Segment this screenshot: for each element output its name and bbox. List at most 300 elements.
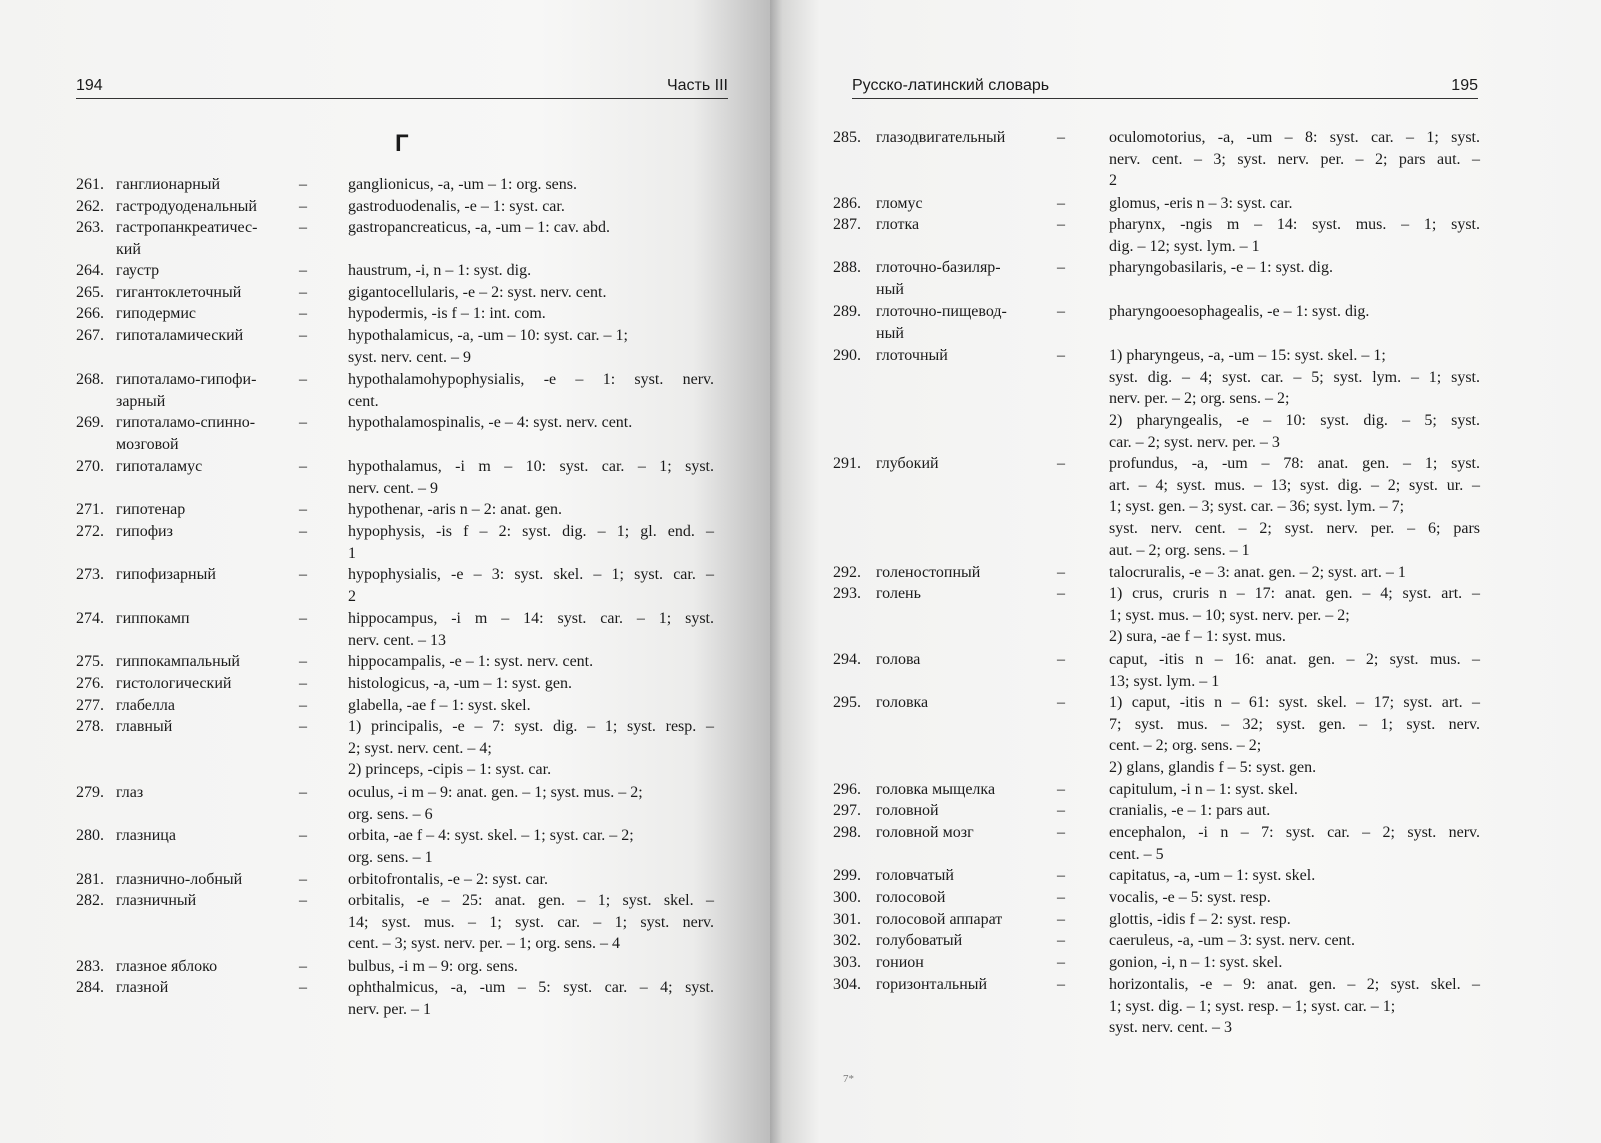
entry-dash: – — [1057, 954, 1065, 971]
term-line: головчатый — [876, 867, 954, 884]
entry-dash: – — [299, 327, 307, 344]
definition-line: 1) caput, -itis n – 61: syst. skel. – 17; syst. art. – — [1109, 694, 1480, 711]
definition-line: gonion, -i, n – 1: syst. skel. — [1109, 954, 1283, 971]
definition-line: nerv. per. – 2; org. sens. – 2; — [1109, 390, 1290, 408]
entry-number: 277. — [76, 697, 104, 714]
term-line: голова — [876, 651, 921, 668]
entry-number: 275. — [76, 653, 104, 670]
entry-term — [876, 127, 1066, 149]
entry-dash: – — [1057, 781, 1065, 798]
definition-line: haustrum, -i, n – 1: syst. dig. — [348, 262, 532, 279]
definition-line: 2) pharyngealis, -e – 10: syst. dig. – 5; syst. — [1109, 412, 1480, 430]
entry-number: 270. — [76, 458, 104, 475]
entry-definition — [348, 456, 714, 499]
entry-number: 268. — [76, 371, 104, 388]
definition-line: ganglionicus, -a, -um – 1: org. sens. — [348, 176, 578, 193]
term-line: глоточно-базиляр- — [876, 259, 1001, 276]
entry-number: 262. — [76, 198, 104, 215]
entry-number: 269. — [76, 414, 104, 431]
definition-line: ophthalmicus, -a, -um – 5: syst. car. – 4; syst. — [348, 979, 714, 996]
entry-number: 283. — [76, 958, 104, 975]
entry-definition — [348, 499, 714, 521]
term-line: глаз — [116, 784, 144, 801]
entry-number: 303. — [833, 954, 861, 971]
entry-definition — [1109, 193, 1480, 215]
entry-dash: – — [299, 305, 307, 322]
running-title-left: Часть III — [666, 77, 728, 94]
entry-term — [876, 865, 1066, 887]
definition-line: hypothalamohypophysialis, -e – 1: syst. nerv. — [348, 371, 714, 388]
definition-line: gastropancreaticus, -a, -um – 1: cav. abd. — [348, 219, 610, 236]
term-line: гипофизарный — [116, 566, 216, 583]
entry-number: 267. — [76, 327, 104, 344]
entry-definition — [348, 325, 714, 368]
entry-term — [116, 608, 316, 630]
entry-number: 263. — [76, 219, 104, 236]
term-line: глазница — [116, 827, 176, 844]
term-line: глотка — [876, 216, 920, 233]
definition-line: encephalon, -i n – 7: syst. car. – 2; syst. nerv. — [1109, 824, 1480, 841]
entry-definition — [348, 608, 714, 651]
definition-line: gastroduodenalis, -e – 1: syst. car. — [348, 198, 565, 215]
term-line: гигантоклеточный — [116, 284, 242, 301]
term-line: головной — [876, 802, 939, 819]
entry-definition — [348, 977, 714, 1020]
entry-definition — [1109, 345, 1480, 454]
entry-definition — [348, 412, 714, 434]
definition-line: org. sens. – 6 — [348, 805, 433, 823]
definition-line: orbitofrontalis, -e – 2: syst. car. — [348, 871, 548, 888]
definition-line: 1) pharyngeus, -a, -um – 15: syst. skel. – 1; — [1109, 347, 1386, 364]
definition-line: pharyngobasilaris, -e – 1: syst. dig. — [1109, 259, 1333, 276]
entry-number: 291. — [833, 455, 861, 472]
entry-term — [876, 453, 1066, 475]
entry-number: 287. — [833, 216, 861, 233]
entry-term — [116, 825, 316, 847]
entry-dash: – — [1057, 195, 1065, 212]
entry-term — [116, 521, 316, 543]
definition-line: hypodermis, -is f – 1: int. com. — [348, 305, 546, 322]
term-line: горизонтальный — [876, 976, 988, 993]
entry-definition — [1109, 779, 1480, 801]
entry-dash: – — [299, 262, 307, 279]
entry-dash: – — [299, 458, 307, 475]
entry-dash: – — [1057, 802, 1065, 819]
entry-definition — [1109, 974, 1480, 1039]
entry-term — [116, 412, 316, 455]
term-line: головка — [876, 694, 929, 711]
entry-term — [116, 217, 316, 260]
entry-term — [876, 562, 1066, 584]
entry-number: 295. — [833, 694, 861, 711]
entry-number: 285. — [833, 129, 861, 146]
entry-definition — [348, 174, 714, 196]
entry-definition — [348, 890, 714, 955]
entry-dash: – — [299, 958, 307, 975]
term-line: голень — [876, 585, 921, 602]
entry-list-left — [0, 0, 770, 1143]
term-line: главный — [116, 718, 173, 735]
term-line: гипоталамо-спинно- — [116, 414, 256, 431]
definition-line: capitatus, -a, -um – 1: syst. skel. — [1109, 867, 1316, 884]
definition-line: vocalis, -e – 5: syst. resp. — [1109, 889, 1271, 906]
definition-line: caput, -itis n – 16: anat. gen. – 2; syst. mus. – — [1109, 651, 1480, 668]
entry-dash: – — [1057, 564, 1065, 581]
definition-line: bulbus, -i m – 9: org. sens. — [348, 958, 518, 975]
entry-dash: – — [299, 414, 307, 431]
term-line: ный — [876, 324, 904, 342]
entry-term — [876, 909, 1066, 931]
entry-number: 281. — [76, 871, 104, 888]
definition-line: 2; syst. nerv. cent. – 4; — [348, 739, 492, 757]
entry-term — [876, 345, 1066, 367]
term-line: глазодвигательный — [876, 129, 1006, 146]
term-line: голосовой — [876, 889, 946, 906]
entry-term — [876, 779, 1066, 801]
definition-line: orbitalis, -e – 25: anat. gen. – 1; syst. skel. – — [348, 892, 714, 909]
entry-definition — [1109, 887, 1480, 909]
definition-line: glabella, -ae f – 1: syst. skel. — [348, 697, 531, 714]
definition-line: syst. nerv. cent. – 3 — [1109, 1019, 1232, 1037]
entry-term — [876, 930, 1066, 952]
definition-line: oculus, -i m – 9: anat. gen. – 1; syst. mus. – 2; — [348, 784, 643, 801]
entry-definition — [1109, 214, 1480, 257]
definition-line: 14; syst. mus. – 1; syst. car. – 1; syst. nerv. — [348, 913, 714, 931]
entry-number: 294. — [833, 651, 861, 668]
entry-number: 279. — [76, 784, 104, 801]
entry-number: 264. — [76, 262, 104, 279]
entry-definition — [1109, 453, 1480, 562]
entry-dash: – — [299, 610, 307, 627]
entry-definition — [348, 282, 714, 304]
term-line: гонион — [876, 954, 924, 971]
entry-definition — [348, 564, 714, 607]
entry-number: 299. — [833, 867, 861, 884]
entry-definition — [348, 869, 714, 891]
entry-definition — [1109, 952, 1480, 974]
definition-line: art. – 4; syst. mus. – 13; syst. dig. – 2; syst. ur. – — [1109, 476, 1480, 494]
entry-number: 289. — [833, 303, 861, 320]
entry-term — [116, 564, 316, 586]
entry-definition — [348, 196, 714, 218]
entry-definition — [348, 716, 714, 781]
right-page — [770, 0, 1601, 1143]
entry-term — [116, 282, 316, 304]
term-line: гистологический — [116, 675, 232, 692]
definition-line: caeruleus, -a, -um – 3: syst. nerv. cent. — [1109, 932, 1355, 949]
entry-dash: – — [299, 653, 307, 670]
term-line: гипоталамус — [116, 458, 203, 475]
entry-term — [876, 692, 1066, 714]
entry-number: 278. — [76, 718, 104, 735]
definition-line: pharynx, -ngis m – 14: syst. mus. – 1; syst. — [1109, 216, 1480, 233]
entry-term — [116, 260, 316, 282]
entry-dash: – — [299, 523, 307, 540]
entry-definition — [348, 782, 714, 825]
entry-term — [116, 890, 316, 912]
definition-line: glomus, -eris n – 3: syst. car. — [1109, 195, 1293, 212]
definition-line: hypophysis, -is f – 2: syst. dig. – 1; gl. end. – — [348, 523, 714, 540]
entry-term — [116, 673, 316, 695]
definition-line: profundus, -a, -um – 78: anat. gen. – 1; syst. — [1109, 455, 1480, 472]
entry-dash: – — [1057, 303, 1065, 320]
entry-number: 300. — [833, 889, 861, 906]
entry-term — [116, 456, 316, 478]
entry-dash: – — [1057, 216, 1065, 233]
entry-definition — [1109, 692, 1480, 779]
entry-term — [876, 583, 1066, 605]
definition-line: cent. – 5 — [1109, 845, 1164, 863]
term-line: гастропанкреатичес- — [116, 219, 258, 236]
entry-number: 276. — [76, 675, 104, 692]
entry-definition — [1109, 583, 1480, 648]
definition-line: hypothenar, -aris n – 2: anat. gen. — [348, 501, 562, 518]
entry-term — [876, 887, 1066, 909]
entry-definition — [1109, 800, 1480, 822]
entry-dash: – — [1057, 651, 1065, 668]
entry-term — [116, 174, 316, 196]
entry-definition — [348, 956, 714, 978]
definition-line: car. – 2; syst. nerv. per. – 3 — [1109, 433, 1280, 451]
definition-line: hypothalamicus, -a, -um – 10: syst. car. – 1; — [348, 327, 628, 344]
entry-definition — [1109, 930, 1480, 952]
entry-dash: – — [299, 176, 307, 193]
entry-dash: – — [1057, 694, 1065, 711]
page-number-right: 195 — [1451, 77, 1478, 94]
entry-term — [116, 782, 316, 804]
term-line: гиппокамп — [116, 610, 190, 627]
entry-term — [876, 974, 1066, 996]
definition-line: aut. – 2; org. sens. – 1 — [1109, 541, 1250, 559]
entry-number: 273. — [76, 566, 104, 583]
entry-number: 301. — [833, 911, 861, 928]
term-line: кий — [116, 240, 141, 258]
term-line: голосовой аппарат — [876, 911, 1003, 928]
term-line: головной мозг — [876, 824, 974, 841]
entry-dash: – — [299, 675, 307, 692]
term-line: голеностопный — [876, 564, 981, 581]
entry-definition — [1109, 909, 1480, 931]
entry-number: 288. — [833, 259, 861, 276]
entry-term — [876, 193, 1066, 215]
entry-dash: – — [299, 979, 307, 996]
definition-line: capitulum, -i n – 1: syst. skel. — [1109, 781, 1298, 798]
entry-dash: – — [1057, 259, 1065, 276]
entry-dash: – — [299, 892, 307, 909]
entry-term — [876, 800, 1066, 822]
definition-line: hypothalamospinalis, -e – 4: syst. nerv. cent. — [348, 414, 633, 431]
entry-definition — [1109, 127, 1480, 192]
entry-number: 272. — [76, 523, 104, 540]
entry-term — [116, 716, 316, 738]
term-line: глубокий — [876, 455, 939, 472]
entry-dash: – — [299, 198, 307, 215]
term-line: зарный — [116, 392, 166, 410]
term-line: гипоталамо-гипофи- — [116, 371, 257, 388]
definition-line: gigantocellularis, -e – 2: syst. nerv. cent. — [348, 284, 607, 301]
definition-line: cent. – 2; org. sens. – 2; — [1109, 737, 1262, 755]
entry-dash: – — [1057, 585, 1065, 602]
entry-number: 261. — [76, 176, 104, 193]
term-line: головка мыщелка — [876, 781, 996, 798]
entry-definition — [348, 695, 714, 717]
entry-term — [116, 499, 316, 521]
term-line: голубоватый — [876, 932, 963, 949]
entry-number: 274. — [76, 610, 104, 627]
entry-dash: – — [1057, 347, 1065, 364]
definition-line: 2 — [1109, 172, 1117, 190]
entry-dash: – — [1057, 455, 1065, 472]
term-line: глабелла — [116, 697, 175, 714]
definition-line: 1 — [348, 544, 356, 562]
term-line: гломус — [876, 195, 923, 212]
entry-definition — [1109, 301, 1480, 323]
running-title-right: Русско-латинский словарь — [852, 77, 1050, 94]
entry-number: 293. — [833, 585, 861, 602]
entry-term — [876, 257, 1066, 300]
entry-definition — [348, 651, 714, 673]
entry-dash: – — [299, 697, 307, 714]
term-line: гастродуоденальный — [116, 198, 257, 215]
term-line: гипоталамический — [116, 327, 244, 344]
definition-line: nerv. per. – 1 — [348, 1000, 431, 1018]
definition-line: cranialis, -e – 1: pars aut. — [1109, 802, 1271, 819]
left-page — [0, 0, 770, 1143]
definition-line: hippocampus, -i m – 14: syst. car. – 1; syst. — [348, 610, 714, 627]
term-line: глазной — [116, 979, 169, 996]
definition-line: 2) glans, glandis f – 5: syst. gen. — [1109, 759, 1317, 777]
entry-dash: – — [299, 284, 307, 301]
term-line: гаустр — [116, 262, 160, 279]
term-line: гипофиз — [116, 523, 173, 540]
definition-line: nerv. cent. – 9 — [348, 479, 439, 497]
definition-line: nerv. cent. – 13 — [348, 631, 447, 649]
entry-term — [116, 369, 316, 412]
entry-number: 271. — [76, 501, 104, 518]
definition-line: syst. nerv. cent. – 9 — [348, 348, 471, 366]
entry-dash: – — [299, 219, 307, 236]
entry-term — [116, 869, 316, 891]
definition-line: 7; syst. mus. – 32; syst. gen. – 1; syst. nerv. — [1109, 715, 1480, 733]
entry-number: 282. — [76, 892, 104, 909]
definition-line: 13; syst. lym. – 1 — [1109, 672, 1220, 690]
entry-term — [876, 301, 1066, 344]
entry-dash: – — [1057, 824, 1065, 841]
entry-number: 292. — [833, 564, 861, 581]
entry-dash: – — [1057, 867, 1065, 884]
definition-line: orbita, -ae f – 4: syst. skel. – 1; syst. car. – 2; — [348, 827, 634, 844]
term-line: глоточно-пищевод- — [876, 303, 1007, 320]
entry-term — [876, 822, 1066, 844]
signature-mark: 7* — [843, 1073, 854, 1085]
definition-line: horizontalis, -e – 9: anat. gen. – 2; syst. skel. – — [1109, 976, 1480, 993]
definition-line: 1; syst. dig. – 1; syst. resp. – 1; syst. car. – 1; — [1109, 997, 1396, 1015]
entry-definition — [1109, 562, 1480, 584]
entry-dash: – — [299, 566, 307, 583]
entry-number: 266. — [76, 305, 104, 322]
entry-term — [876, 649, 1066, 671]
definition-line: talocruralis, -e – 3: anat. gen. – 2; syst. art. – 1 — [1109, 564, 1406, 581]
entry-dash: – — [299, 784, 307, 801]
entry-definition — [1109, 822, 1480, 865]
entry-definition — [348, 673, 714, 695]
definition-line: syst. nerv. cent. – 2; syst. nerv. per. – 6; pars — [1109, 520, 1480, 538]
definition-line: 1; syst. gen. – 3; syst. car. – 36; syst. lym. – 7; — [1109, 498, 1405, 516]
definition-line: org. sens. – 1 — [348, 848, 433, 866]
entry-term — [116, 303, 316, 325]
entry-definition — [348, 260, 714, 282]
entry-term — [876, 952, 1066, 974]
entry-term — [116, 977, 316, 999]
entry-definition — [348, 217, 714, 239]
entry-dash: – — [299, 718, 307, 735]
definition-line: 2 — [348, 587, 356, 605]
entry-term — [116, 325, 316, 347]
page-number-left: 194 — [76, 77, 103, 94]
definition-line: hypophysialis, -e – 3: syst. skel. – 1; syst. car. – — [348, 566, 714, 583]
definition-line: dig. – 12; syst. lym. – 1 — [1109, 237, 1260, 255]
entry-list-right — [770, 0, 1601, 1143]
section-letter: Г — [395, 130, 409, 157]
entry-definition — [1109, 257, 1480, 279]
entry-dash: – — [299, 827, 307, 844]
entry-definition — [348, 521, 714, 564]
entry-dash: – — [1057, 932, 1065, 949]
entry-number: 286. — [833, 195, 861, 212]
term-line: глазнично-лобный — [116, 871, 243, 888]
definition-line: syst. dig. – 4; syst. car. – 5; syst. lym. – 1; syst. — [1109, 368, 1480, 386]
term-line: глоточный — [876, 347, 948, 364]
term-line: мозговой — [116, 435, 179, 453]
term-line: гиподермис — [116, 305, 197, 322]
entry-dash: – — [1057, 976, 1065, 993]
entry-number: 290. — [833, 347, 861, 364]
term-line: гиппокампальный — [116, 653, 240, 670]
entry-number: 280. — [76, 827, 104, 844]
term-line: глазное яблоко — [116, 958, 218, 975]
definition-line: 1) crus, cruris n – 17: anat. gen. – 4; syst. art. – — [1109, 585, 1480, 602]
entry-definition — [1109, 649, 1480, 692]
entry-term — [116, 196, 316, 218]
entry-number: 297. — [833, 802, 861, 819]
entry-definition — [348, 303, 714, 325]
definition-line: cent. — [348, 392, 379, 410]
entry-dash: – — [1057, 911, 1065, 928]
definition-line: nerv. cent. – 3; syst. nerv. per. – 2; pars aut. – — [1109, 150, 1480, 168]
entry-dash: – — [1057, 129, 1065, 146]
definition-line: 2) sura, -ae f – 1: syst. mus. — [1109, 628, 1286, 646]
entry-term — [116, 956, 316, 978]
term-line: ганглионарный — [116, 176, 221, 193]
definition-line: histologicus, -a, -um – 1: syst. gen. — [348, 675, 572, 692]
entry-number: 284. — [76, 979, 104, 996]
definition-line: oculomotorius, -a, -um – 8: syst. car. – 1; syst. — [1109, 129, 1480, 146]
entry-term — [116, 651, 316, 673]
definition-line: hippocampalis, -e – 1: syst. nerv. cent. — [348, 653, 594, 670]
definition-line: cent. – 3; syst. nerv. per. – 1; org. sens. – 4 — [348, 935, 620, 953]
entry-number: 304. — [833, 976, 861, 993]
entry-number: 296. — [833, 781, 861, 798]
entry-number: 265. — [76, 284, 104, 301]
entry-dash: – — [1057, 889, 1065, 906]
definition-line: 1; syst. mus. – 10; syst. nerv. per. – 2; — [1109, 606, 1350, 624]
term-line: ный — [876, 280, 904, 298]
term-line: гипотенар — [116, 501, 186, 518]
entry-term — [116, 695, 316, 717]
entry-dash: – — [299, 371, 307, 388]
entry-number: 298. — [833, 824, 861, 841]
term-line: глазничный — [116, 892, 197, 909]
